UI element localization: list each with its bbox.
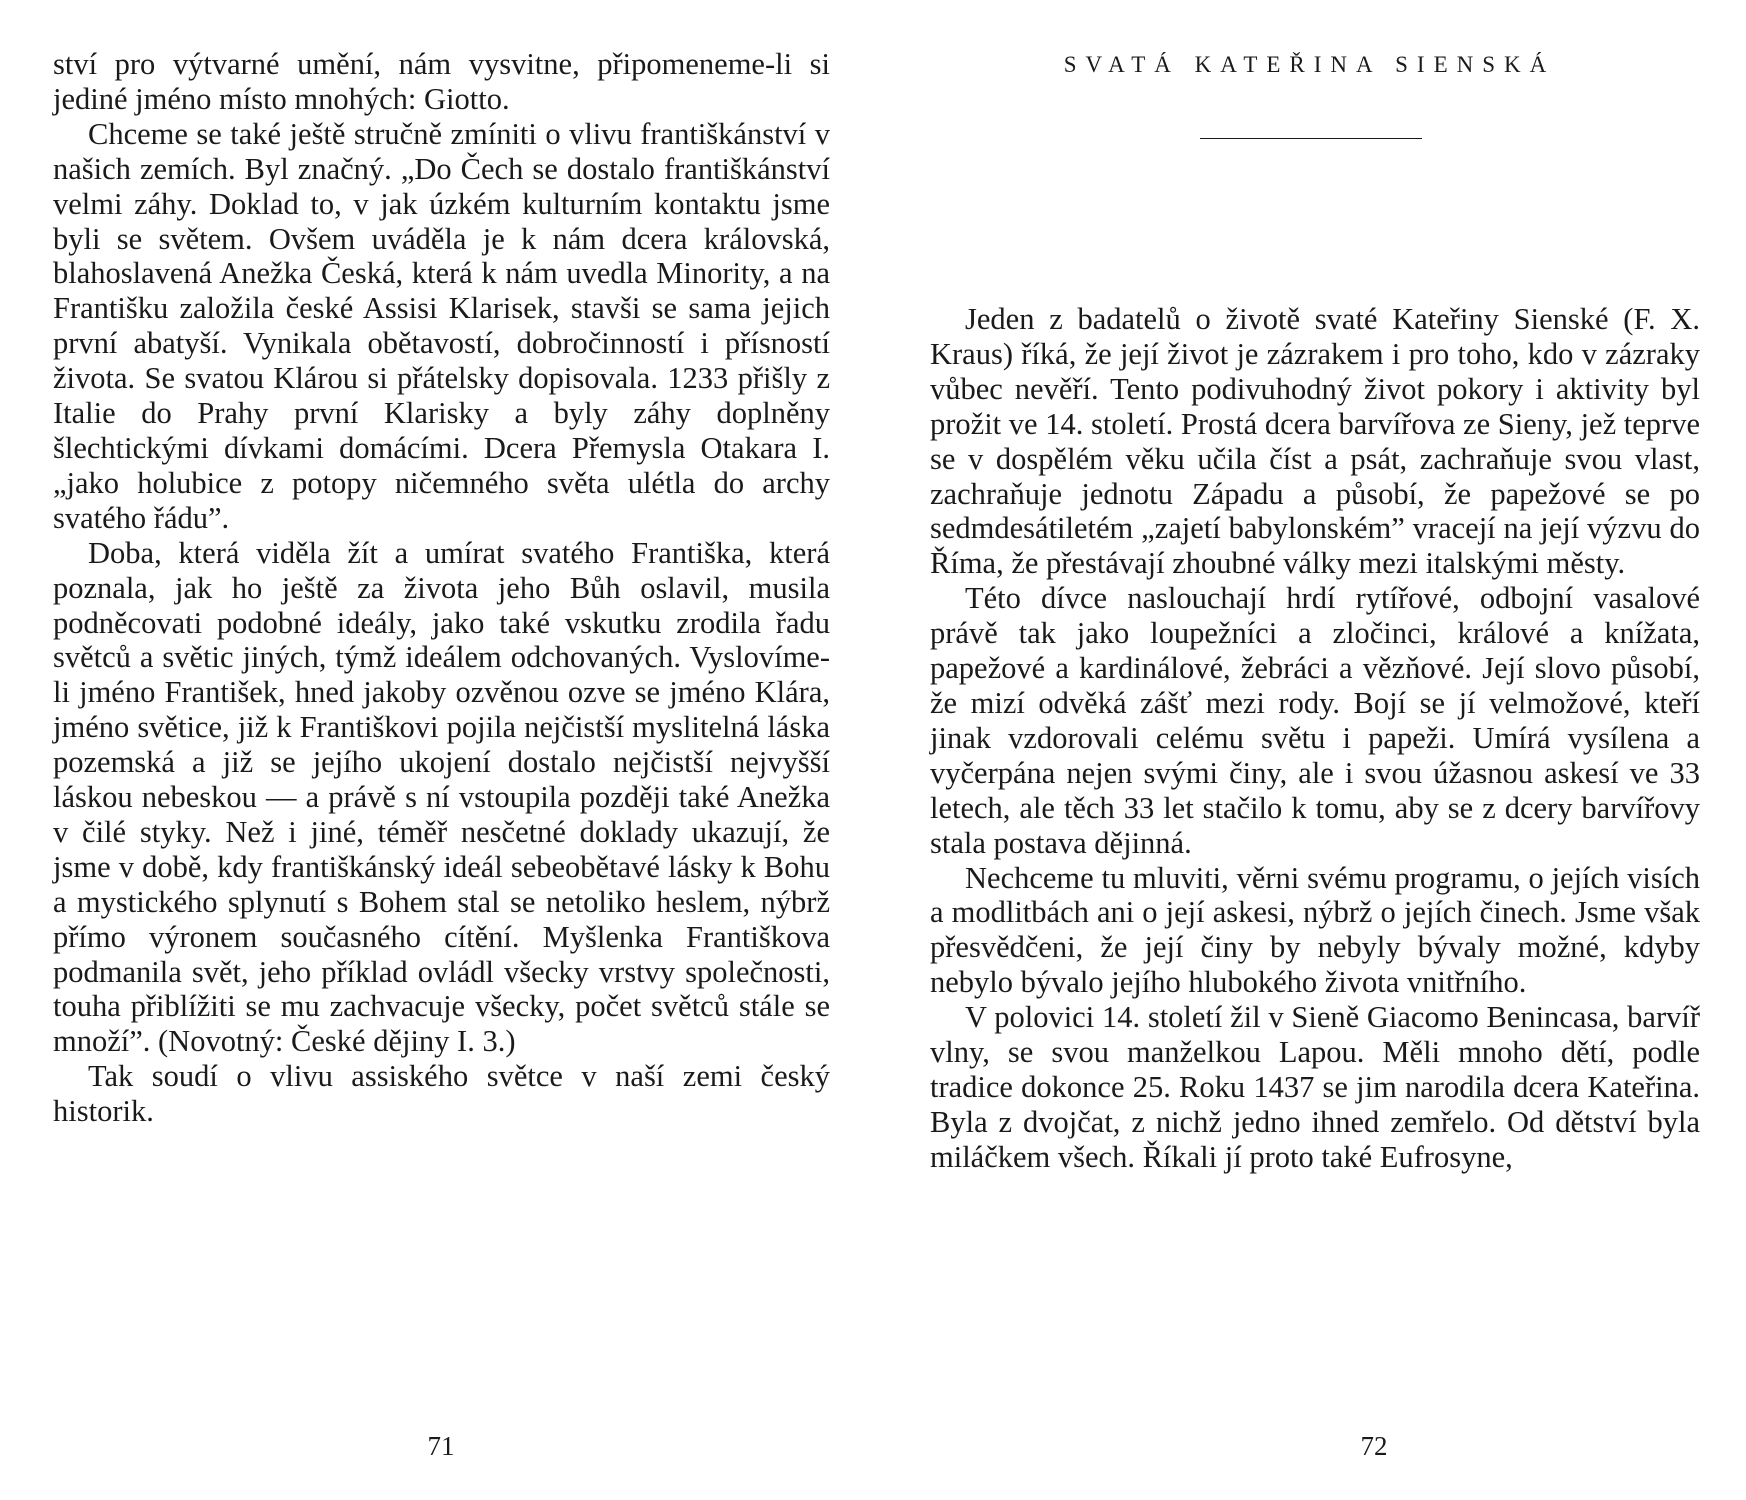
paragraph: ství pro výtvarné umění, nám vysvitne, připomeneme-li si jediné jméno místo mnohých: Giotto. <box>53 47 830 116</box>
page-number: 71 <box>427 1431 455 1461</box>
paragraph: Chceme se také ještě stručně zmíniti o vlivu františkánství v našich zemích. Byl značný. „Do Čech se dostalo františkánství velmi záhy. Doklad to, v jak úzkém kulturním kontaktu jsme byli se světem. Ovšem uváděla je k nám dcera královská, blahoslavená Anežka Česká, která k nám uvedla Minority, a na Františku založila české Assisi Klarisek, stavši se sama jejich první abatyší. Vynikala obětavostí, dobročinností i přísností života. Se svatou Klárou si přátelsky dopisovala. 1233 přišly z Italie do Prahy první Klarisky a byly záhy doplněny šlechtickými dívkami domácími. Dcera Přemysla Otakara I. „jako holubice z potopy ničemného světa ulétla do archy svatého řádu”. <box>53 116 830 535</box>
heading-rule <box>1200 138 1422 139</box>
paragraph: Doba, která viděla žít a umírat svatého Františka, která poznala, jak ho ještě za života jeho Bůh oslavil, musila podněcovati podobné ideály, jako také vskutku zrodila řadu světců a světic jiných, týmž ideálem odchovaných. Vyslovíme-li jméno František, hned jakoby ozvěnou ozve se jméno Klára, jméno světice, již k Františkovi pojila nejčistší myslitelná láska pozemská a již se jejího ukojení dostalo nejčistší nejvyšší láskou nebeskou — a právě s ní vstoupila později také Anežka v čilé styky. Než i jiné, téměř nesčetné doklady ukazují, že jsme v době, kdy františkánský ideál sebeobětavé lásky k Bohu a mystického splynutí s Bohem stal se netoliko heslem, nýbrž přímo výronem současného cítění. Myšlenka Františkova podmanila svět, jeho příklad ovládl všecky vrstvy společnosti, touha přiblížiti se mu zachvacuje všecky, počet světců stále se množí”. (Novotný: České dějiny I. 3.) <box>53 535 830 1059</box>
left-page-body <box>53 47 830 1129</box>
paragraph: V polovici 14. století žil v Sieně Giacomo Benincasa, barvíř vlny, se svou manželkou Lapou. Měli mnoho dětí, podle tradice dokonce 25. Roku 1437 se jim narodila dcera Kateřina. Byla z dvojčat, z nichž jedno ihned zemřelo. Od dětství byla miláčkem všech. Říkali jí proto také Eufrosyne, <box>930 1000 1700 1174</box>
right-page-body <box>930 302 1700 1175</box>
paragraph: Tak soudí o vlivu assiského světce v naší zemi český historik. <box>53 1059 830 1129</box>
paragraph: Této dívce naslouchají hrdí rytířové, odbojní vasalové právě tak jako loupežníci a zločinci, králové a knížata, papežové a kardinálové, žebráci a vězňové. Její slovo působí, že mizí odvěká zášť mezi rody. Bojí se jí velmožové, kteří jinak vzdorovali celému světu i papeži. Umírá vysílena a vyčerpána nejen svými činy, ale i svou úžasnou askesí ve 33 letech, ale těch 33 let stačilo k tomu, aby se z dcery barvířovy stala postava dějinná. <box>930 581 1700 860</box>
running-head: SVATÁ KATEŘINA SIENSKÁ <box>1063 52 1556 77</box>
paragraph: Nechceme tu mluviti, věrni svému programu, o jejích visích a modlitbách ani o její askesi, nýbrž o jejích činech. Jsme však přesvědčeni, že její činy by nebyly bývaly možné, kdyby nebylo bývalo jejího hlubokého života vnitřního. <box>930 860 1700 1000</box>
paragraph: Jeden z badatelů o životě svaté Kateřiny Sienské (F. X. Kraus) říká, že její život je zázrakem i pro toho, kdo v zázraky vůbec nevěří. Tento podivuhodný život pokory i aktivity byl prožit ve 14. století. Prostá dcera barvířova ze Sieny, jež teprve se v dospělém věku učila číst a psát, zachraňuje svou vlast, zachraňuje jednotu Západu a působí, že papežové se po sedmdesátiletém „zajetí babylonském” vracejí na její výzvu do Říma, že přestávají zhoubné války mezi italskými městy. <box>930 302 1700 581</box>
right-page <box>873 0 1746 1500</box>
page-number: 72 <box>1360 1431 1388 1461</box>
